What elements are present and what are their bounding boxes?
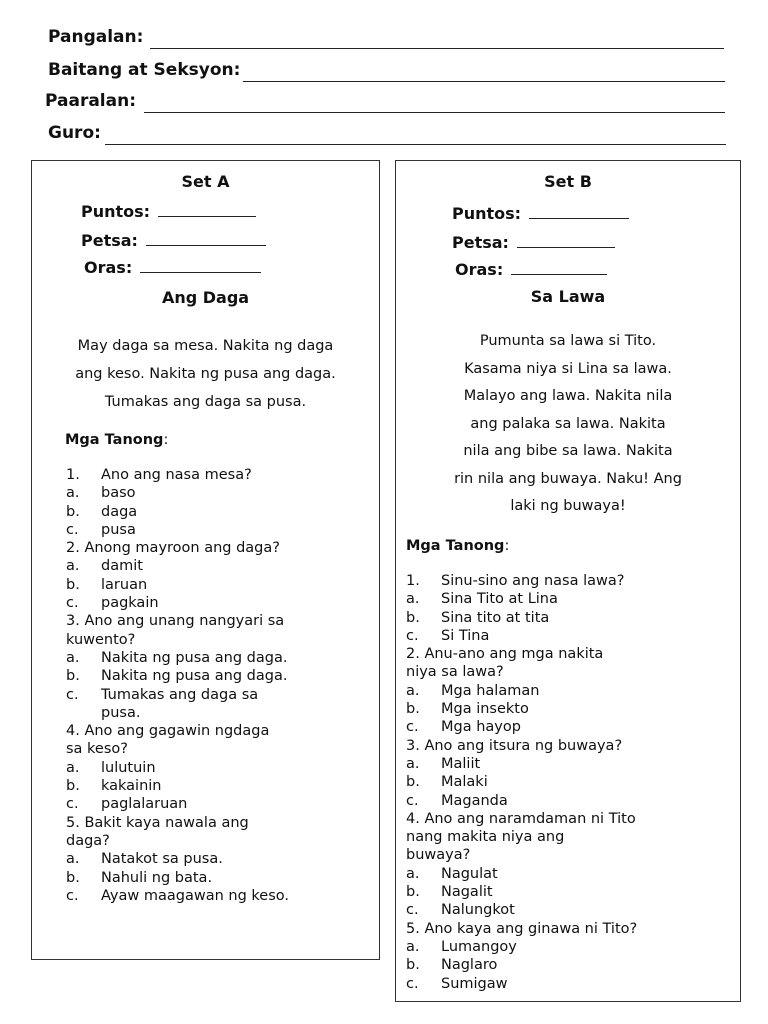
choice-text: damit <box>101 558 143 575</box>
questions-heading-colon: : <box>504 538 510 554</box>
question-text: 2. Anu-ano ang mga nakita <box>406 646 604 663</box>
grade-section-field-row <box>0 60 768 90</box>
choice-letter: a. <box>66 851 80 868</box>
story-line: Kasama niya si Lina sa lawa. <box>464 360 672 377</box>
question-number: 1. <box>406 573 420 589</box>
question-row <box>406 828 731 846</box>
choice-text: Nakita ng pusa ang daga. <box>101 668 288 685</box>
choice-text: Mga halaman <box>441 682 540 699</box>
story-line: laki ng buwaya! <box>510 498 626 514</box>
choice-letter: a. <box>406 682 420 699</box>
question-row <box>406 920 731 938</box>
set-a-time-blank[interactable] <box>140 258 261 273</box>
choice-text: baso <box>101 485 136 502</box>
story-line: nila ang bibe sa lawa. Nakita <box>463 443 673 459</box>
choice-text: paglalaruan <box>101 796 188 813</box>
choice-letter: c. <box>406 902 419 919</box>
choice-text: Tumakas ang daga sa <box>101 686 259 703</box>
name-blank-line[interactable] <box>150 48 724 49</box>
set-b-questions-heading <box>406 538 509 554</box>
choice-row[interactable] <box>66 649 371 667</box>
choice-row[interactable] <box>406 700 731 718</box>
question-text: 5. Ano kaya ang ginawa ni Tito? <box>406 920 638 937</box>
choice-text: pusa <box>101 521 136 538</box>
story-line: ang keso. Nakita ng pusa ang daga. <box>75 366 336 382</box>
question-text: kuwento? <box>66 631 136 648</box>
choice-text: Malaki <box>441 774 488 791</box>
teacher-blank-line[interactable] <box>105 144 726 145</box>
choice-text: Si Tina <box>441 627 490 644</box>
set-a-time-label: Oras: <box>84 258 133 277</box>
choice-row[interactable] <box>406 755 731 773</box>
choice-text: Nahuli ng bata. <box>101 869 213 886</box>
set-a-question-list <box>66 466 371 905</box>
choice-row[interactable] <box>406 956 731 974</box>
question-text: 3. Ano ang unang nangyari sa <box>66 613 285 630</box>
choice-text: Nagulat <box>441 865 498 882</box>
grade-section-blank-line[interactable] <box>243 81 725 82</box>
question-row <box>66 722 371 740</box>
choice-row[interactable] <box>66 503 371 521</box>
choice-row[interactable] <box>66 686 371 704</box>
choice-letter: a. <box>406 865 420 882</box>
set-a-questions-heading <box>65 432 168 448</box>
question-text: Sinu-sino ang nasa lawa? <box>441 573 625 589</box>
set-b-points-row <box>452 204 629 223</box>
set-b-points-label: Puntos: <box>452 204 522 223</box>
choice-text: laruan <box>101 576 148 593</box>
choice-row[interactable] <box>66 887 371 905</box>
choice-letter: a. <box>406 938 420 955</box>
choice-text: Maliit <box>441 755 481 772</box>
set-a-date-label: Petsa: <box>81 231 138 250</box>
choice-text: kakainin <box>101 778 162 795</box>
question-text: daga? <box>66 832 110 849</box>
choice-text: pagkain <box>101 595 159 612</box>
name-label: Pangalan: <box>48 27 144 47</box>
story-line: rin nila ang buwaya. Naku! Ang <box>454 470 682 487</box>
choice-text: Naglaro <box>441 957 498 974</box>
story-line: ang palaka sa lawa. Nakita <box>470 415 666 432</box>
choice-row[interactable] <box>406 883 731 901</box>
question-row <box>406 737 731 755</box>
question-text: sa keso? <box>66 741 128 758</box>
choice-letter: c. <box>66 595 79 612</box>
question-row <box>406 810 731 828</box>
choice-letter: b. <box>406 774 420 791</box>
set-b-time-row <box>455 260 607 279</box>
name-field-row <box>0 27 768 57</box>
set-a-title: Set A <box>181 172 230 191</box>
choice-text-continued: pusa. <box>101 704 141 721</box>
questions-heading-text: Mga Tanong <box>65 432 164 448</box>
choice-row[interactable] <box>66 557 371 575</box>
choice-letter: c. <box>406 627 419 644</box>
questions-heading-colon: : <box>163 432 169 448</box>
question-number: 1. <box>66 467 80 483</box>
set-a-date-row <box>81 231 266 250</box>
question-text: Ano ang nasa mesa? <box>101 467 252 483</box>
set-a-story <box>32 332 379 416</box>
question-row <box>66 631 371 649</box>
choice-letter: a. <box>66 558 80 575</box>
choice-letter: c. <box>406 975 419 992</box>
school-label: Paaralan: <box>45 91 137 111</box>
set-a-panel <box>31 160 380 960</box>
choice-letter: b. <box>66 576 80 593</box>
set-a-date-blank[interactable] <box>146 231 266 246</box>
school-field-row <box>0 91 768 121</box>
set-b-title: Set B <box>544 172 592 191</box>
choice-row[interactable] <box>406 682 731 700</box>
question-row <box>66 814 371 832</box>
question-row <box>66 740 371 758</box>
set-b-date-label: Petsa: <box>452 233 509 252</box>
choice-row[interactable] <box>406 773 731 791</box>
question-row <box>66 466 371 484</box>
set-a-time-row <box>84 258 261 277</box>
question-row <box>406 663 731 681</box>
choice-letter: b. <box>406 884 420 901</box>
choice-text: Mga hayop <box>441 719 521 736</box>
set-b-story-title: Sa Lawa <box>530 287 606 306</box>
choice-text: daga <box>101 503 138 520</box>
set-b-time-blank[interactable] <box>511 260 607 275</box>
choice-text: lulutuin <box>101 759 156 776</box>
choice-letter: c. <box>66 887 79 904</box>
set-b-time-label: Oras: <box>455 260 504 279</box>
question-row <box>66 539 371 557</box>
set-a-points-blank[interactable] <box>158 202 256 217</box>
question-row <box>66 832 371 850</box>
choice-row[interactable] <box>66 777 371 795</box>
choice-text: Lumangoy <box>441 938 517 955</box>
story-line: May daga sa mesa. Nakita ng daga <box>77 338 334 354</box>
set-b-story <box>396 328 740 521</box>
question-row <box>406 846 731 864</box>
choice-text: Nalungkot <box>441 902 515 919</box>
set-a-story-title: Ang Daga <box>161 288 250 307</box>
choice-text: Sumigaw <box>441 975 508 992</box>
choice-letter: a. <box>406 755 420 772</box>
question-row <box>406 645 731 663</box>
choice-row[interactable] <box>66 667 371 685</box>
choice-text: Sina Tito at Lina <box>441 591 558 608</box>
choice-row[interactable] <box>406 609 731 627</box>
choice-text: Nagalit <box>441 884 493 901</box>
question-row <box>66 612 371 630</box>
set-a-points-label: Puntos: <box>81 202 151 221</box>
school-blank-line[interactable] <box>144 112 725 113</box>
teacher-field-row <box>0 123 768 153</box>
set-b-question-list <box>406 572 731 993</box>
choice-row[interactable] <box>66 594 371 612</box>
choice-row[interactable] <box>66 795 371 813</box>
choice-letter: a. <box>66 649 80 666</box>
choice-letter: a. <box>66 759 80 776</box>
choice-row[interactable] <box>406 590 731 608</box>
question-text: 3. Ano ang itsura ng buwaya? <box>406 737 623 754</box>
choice-letter: c. <box>406 719 419 736</box>
question-text: 4. Ano ang gagawin ngdaga <box>66 723 270 740</box>
choice-letter: c. <box>66 796 79 813</box>
question-text: 4. Ano ang naramdaman ni Tito <box>406 810 636 827</box>
choice-row[interactable] <box>406 865 731 883</box>
choice-text: Nakita ng pusa ang daga. <box>101 649 288 666</box>
choice-letter: c. <box>66 686 79 703</box>
choice-letter: a. <box>66 485 80 502</box>
choice-letter: b. <box>66 668 80 685</box>
choice-text: Natakot sa pusa. <box>101 851 223 868</box>
question-row <box>406 572 731 590</box>
set-a-points-row <box>81 202 256 221</box>
choice-text: Mga insekto <box>441 701 529 718</box>
choice-letter: b. <box>406 957 420 974</box>
choice-row[interactable] <box>406 627 731 645</box>
choice-letter: b. <box>66 869 80 886</box>
choice-row[interactable] <box>406 975 731 993</box>
choice-letter: b. <box>406 609 420 626</box>
choice-row[interactable] <box>406 901 731 919</box>
set-b-points-blank[interactable] <box>529 204 629 219</box>
choice-letter: c. <box>66 521 79 538</box>
questions-heading-text: Mga Tanong <box>406 538 505 554</box>
choice-letter: c. <box>406 792 419 809</box>
choice-row[interactable] <box>66 521 371 539</box>
set-b-date-blank[interactable] <box>517 233 615 248</box>
set-b-date-row <box>452 233 615 252</box>
choice-letter: b. <box>66 503 80 520</box>
choice-letter: a. <box>406 591 420 608</box>
story-line: Malayo ang lawa. Nakita nila <box>463 388 673 404</box>
choice-row[interactable] <box>406 792 731 810</box>
story-line: Pumunta sa lawa si Tito. <box>479 333 657 349</box>
choice-row[interactable] <box>66 484 371 502</box>
teacher-label: Guro: <box>48 123 101 143</box>
grade-section-label: Baitang at Seksyon: <box>48 60 241 80</box>
question-text: nang makita niya ang <box>406 829 565 846</box>
question-text: 2. Anong mayroon ang daga? <box>66 540 280 557</box>
choice-row[interactable] <box>66 576 371 594</box>
choice-row[interactable] <box>66 869 371 887</box>
question-text: buwaya? <box>406 847 471 864</box>
story-line: Tumakas ang daga sa pusa. <box>104 394 307 410</box>
set-b-panel <box>395 160 741 1002</box>
choice-text: Sina tito at tita <box>441 609 550 626</box>
choice-row[interactable] <box>66 704 371 722</box>
choice-row[interactable] <box>66 759 371 777</box>
choice-row[interactable] <box>406 718 731 736</box>
choice-letter: b. <box>66 778 80 795</box>
question-text: 5. Bakit kaya nawala ang <box>66 814 249 831</box>
choice-row[interactable] <box>66 850 371 868</box>
choice-text: Maganda <box>441 792 508 809</box>
choice-letter: b. <box>406 701 420 718</box>
question-text: niya sa lawa? <box>406 664 504 681</box>
choice-text: Ayaw maagawan ng keso. <box>101 887 289 904</box>
choice-row[interactable] <box>406 938 731 956</box>
